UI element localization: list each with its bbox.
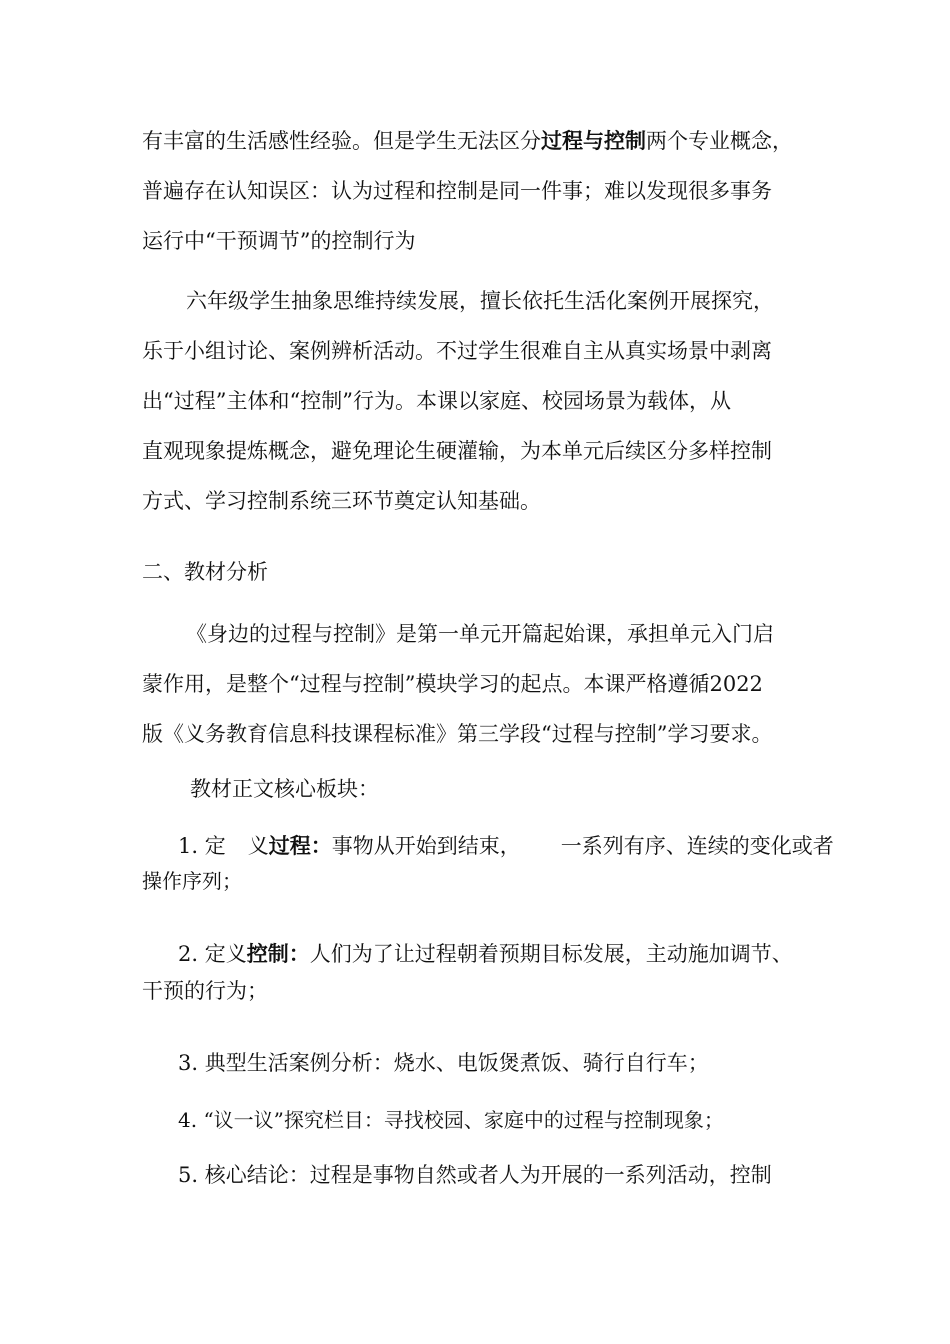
list-item-2 — [178, 939, 793, 969]
item-number: 2. 定义 — [178, 942, 247, 966]
paragraph-1-line-1 — [142, 126, 793, 156]
paragraph-2-line-1: 六年级学生抽象思维持续发展，擅长依托生活化案例开展探究， — [186, 289, 774, 313]
paragraph-1-line-3: 运行中“干预调节”的控制行为 — [142, 229, 416, 253]
item-number: 1. 定 — [178, 834, 226, 858]
paragraph-1-line-2: 普遍存在认知误区：认为过程和控制是同一件事；难以发现很多事务 — [142, 179, 772, 203]
section-heading: 二、教材分析 — [142, 560, 268, 584]
text-span: 有丰富的生活感性经验。但是学生无法区分 — [142, 129, 541, 153]
text-span: 义 — [247, 834, 269, 858]
text-span: 人们为了让过程朝着预期目标发展，主动施加调节、 — [309, 942, 793, 966]
bold-term: 控制： — [246, 942, 310, 966]
paragraph-2-line-5: 方式、学习控制系统三环节奠定认知基础。 — [142, 489, 541, 513]
list-item-5: 5. 核心结论：过程是事物自然或者人为开展的一系列活动，控制 — [178, 1163, 772, 1187]
text-span: 两个专业概念， — [646, 129, 793, 153]
paragraph-2-line-4: 直观现象提炼概念，避免理论生硬灌输，为本单元后续区分多样控制 — [142, 439, 772, 463]
list-item-1-cont: 操作序列； — [142, 869, 242, 893]
paragraph-3-line-2: 蒙作用，是整个“过程与控制”模块学习的起点。本课严格遵循2022 — [142, 672, 763, 696]
list-item-4: 4. “议一议”探究栏目：寻找校园、家庭中的过程与控制现象； — [178, 1108, 724, 1132]
bold-term: 过程： — [268, 834, 332, 858]
paragraph-2-line-2: 乐于小组讨论、案例辨析活动。不过学生很难自主从真实场景中剥离 — [142, 339, 772, 363]
bold-term: 过程与控制 — [541, 129, 646, 153]
paragraph-3-line-3: 版《义务教育信息科技课程标准》第三学段“过程与控制”学习要求。 — [142, 722, 773, 746]
list-item-3: 3. 典型生活案例分析：烧水、电饭煲煮饭、骑行自行车； — [178, 1051, 709, 1075]
paragraph-3-line-1: 《身边的过程与控制》是第一单元开篇起始课，承担单元入门启 — [186, 622, 774, 646]
core-heading: 教材正文核心板块： — [190, 777, 379, 801]
list-item-2-cont: 干预的行为； — [142, 979, 268, 1003]
text-span: 事物从开始到结束， — [331, 834, 521, 858]
list-item-1 — [178, 831, 834, 861]
paragraph-2-line-3: 出“过程”主体和“控制”行为。本课以家庭、校园场景为载体，从 — [142, 389, 731, 413]
text-span: 一系列有序、连续的变化或者 — [560, 834, 834, 858]
